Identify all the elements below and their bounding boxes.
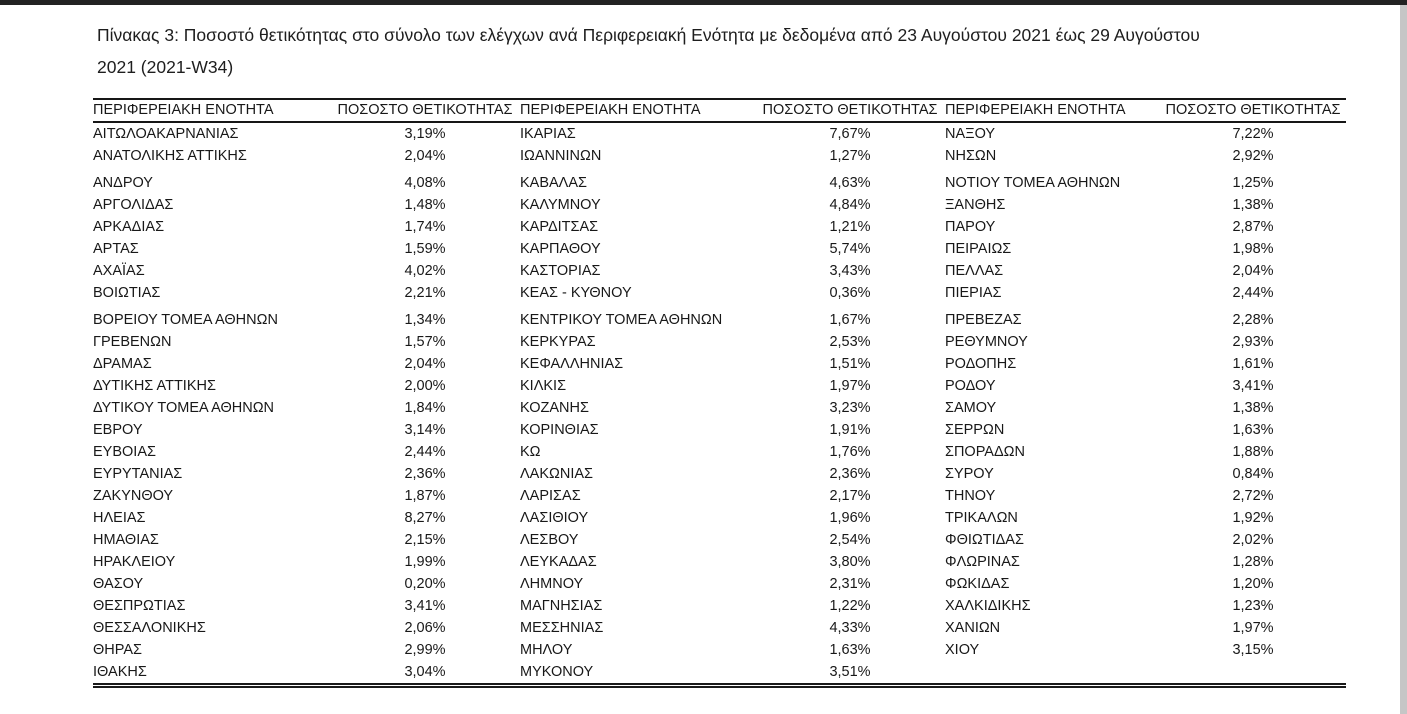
table-row xyxy=(93,617,1346,639)
region-name-cell: ΘΑΣΟΥ xyxy=(93,575,144,592)
table-row xyxy=(93,304,1346,331)
region-name-cell: ΣΥΡΟΥ xyxy=(945,465,994,482)
region-name-cell: ΗΛΕΙΑΣ xyxy=(93,509,146,526)
region-name-cell: ΒΟΡΕΙΟΥ ΤΟΜΕΑ ΑΘΗΝΩΝ xyxy=(93,311,278,328)
region-name-cell: ΡΕΘΥΜΝΟΥ xyxy=(945,333,1028,350)
table-row xyxy=(93,397,1346,419)
table-row xyxy=(93,419,1346,441)
region-name-cell: ΜΥΚΟΝΟΥ xyxy=(520,661,755,686)
region-name-cell: ΧΙΟΥ xyxy=(945,641,980,658)
region-name-cell: ΑΝΑΤΟΛΙΚΗΣ ΑΤΤΙΚΗΣ xyxy=(93,147,247,164)
positivity-rate-cell: 0,20% xyxy=(404,575,446,592)
table-row xyxy=(93,331,1346,353)
positivity-rate-cell: 1,92% xyxy=(1232,509,1274,526)
region-name-cell: ΤΗΝΟΥ xyxy=(945,487,996,504)
region-name-cell: ΒΟΙΩΤΙΑΣ xyxy=(93,284,161,301)
positivity-rate-cell: 1,48% xyxy=(404,196,446,213)
table-row xyxy=(93,216,1346,238)
table-row xyxy=(93,485,1346,507)
table-row xyxy=(93,529,1346,551)
region-name-cell: ΡΟΔΟΠΗΣ xyxy=(945,355,1017,372)
table-body xyxy=(93,122,1346,686)
region-name-cell: ΜΕΣΣΗΝΙΑΣ xyxy=(520,619,604,636)
region-name-cell: ΛΕΣΒΟΥ xyxy=(520,531,579,548)
region-name-cell: ΧΑΛΚΙΔΙΚΗΣ xyxy=(945,597,1031,614)
region-name-cell: ΑΙΤΩΛΟΑΚΑΡΝΑΝΙΑΣ xyxy=(93,125,239,142)
region-name-cell: ΚΕΦΑΛΛΗΝΙΑΣ xyxy=(520,355,624,372)
region-name-cell: ΜΗΛΟΥ xyxy=(520,641,573,658)
positivity-rate-cell: 3,80% xyxy=(829,553,871,570)
region-name-cell: ΝΗΣΩΝ xyxy=(945,147,997,164)
positivity-rate-cell: 1,76% xyxy=(829,443,871,460)
positivity-rate-cell: 1,87% xyxy=(404,487,446,504)
positivity-rate-cell: 1,91% xyxy=(829,421,871,438)
positivity-rate-cell: 7,22% xyxy=(1232,125,1274,142)
positivity-rate-cell: 1,74% xyxy=(404,218,446,235)
positivity-rate-cell: 1,63% xyxy=(829,641,871,658)
region-name-cell: ΡΟΔΟΥ xyxy=(945,377,996,394)
positivity-rate-cell: 2,15% xyxy=(404,531,446,548)
positivity-rate-cell: 1,63% xyxy=(1232,421,1274,438)
positivity-rate-cell: 2,72% xyxy=(1232,487,1274,504)
region-name-cell: ΙΩΑΝΝΙΝΩΝ xyxy=(520,147,602,164)
rate-header-1: ΠΟΣΟΣΤΟ ΘΕΤΙΚΟΤΗΤΑΣ xyxy=(330,99,520,122)
region-name-cell: ΑΝΔΡΟΥ xyxy=(93,174,153,191)
positivity-rate-cell: 5,74% xyxy=(829,240,871,257)
positivity-rate-cell: 2,53% xyxy=(829,333,871,350)
region-name-cell: ΘΗΡΑΣ xyxy=(93,641,142,658)
table-row xyxy=(93,639,1346,661)
positivity-rate-cell: 8,27% xyxy=(404,509,446,526)
positivity-rate-cell: 1,59% xyxy=(404,240,446,257)
positivity-rate-cell: 2,04% xyxy=(404,355,446,372)
region-name-cell: ΖΑΚΥΝΘΟΥ xyxy=(93,487,174,504)
region-name-cell: ΚΟΖΑΝΗΣ xyxy=(520,399,589,416)
region-name-cell: ΠΡΕΒΕΖΑΣ xyxy=(945,311,1022,328)
positivity-rate-cell: 2,36% xyxy=(404,465,446,482)
table-row xyxy=(93,145,1346,167)
region-name-cell: ΚΑΛΥΜΝΟΥ xyxy=(520,196,601,213)
positivity-rate-cell: 7,67% xyxy=(829,125,871,142)
scrollbar-track[interactable] xyxy=(1400,5,1407,714)
table-row xyxy=(93,260,1346,282)
region-name-cell: ΤΡΙΚΑΛΩΝ xyxy=(945,509,1018,526)
region-name-cell: ΣΠΟΡΑΔΩΝ xyxy=(945,443,1025,460)
positivity-rate-cell: 1,38% xyxy=(1232,399,1274,416)
region-header-3: ΠΕΡΙΦΕΡΕΙΑΚΗ ΕΝΟΤΗΤΑ xyxy=(945,99,1160,122)
region-name-cell: ΚΑΡΠΑΘΟΥ xyxy=(520,240,601,257)
region-name-cell: ΠΕΛΛΑΣ xyxy=(945,262,1004,279)
positivity-rate-cell: 1,67% xyxy=(829,311,871,328)
region-name-cell: ΝΟΤΙΟΥ ΤΟΜΕΑ ΑΘΗΝΩΝ xyxy=(945,174,1121,191)
region-name-cell: ΑΡΚΑΔΙΑΣ xyxy=(93,218,165,235)
positivity-rate-cell: 2,02% xyxy=(1232,531,1274,548)
positivity-rate-cell: 3,19% xyxy=(404,125,446,142)
positivity-rate-cell: 1,28% xyxy=(1232,553,1274,570)
table-row xyxy=(93,375,1346,397)
region-name-cell xyxy=(945,661,1160,686)
positivity-rate-cell: 2,04% xyxy=(404,147,446,164)
positivity-rate-cell: 1,84% xyxy=(404,399,446,416)
region-name-cell: ΚΩ xyxy=(520,443,541,460)
region-name-cell: ΦΩΚΙΔΑΣ xyxy=(945,575,1010,592)
region-name-cell: ΛΑΣΙΘΙΟΥ xyxy=(520,509,589,526)
region-name-cell: ΞΑΝΘΗΣ xyxy=(945,196,1006,213)
region-name-cell: ΛΗΜΝΟΥ xyxy=(520,575,584,592)
region-name-cell: ΚΕΑΣ - ΚΥΘΝΟΥ xyxy=(520,284,632,301)
positivity-rate-cell: 4,33% xyxy=(829,619,871,636)
positivity-rate-cell: 4,84% xyxy=(829,196,871,213)
positivity-rate-cell: 1,88% xyxy=(1232,443,1274,460)
region-name-cell: ΗΜΑΘΙΑΣ xyxy=(93,531,159,548)
positivity-rate-cell: 2,99% xyxy=(404,641,446,658)
region-name-cell: ΦΛΩΡΙΝΑΣ xyxy=(945,553,1020,570)
region-name-cell: ΙΚΑΡΙΑΣ xyxy=(520,125,576,142)
positivity-rate-cell xyxy=(1160,661,1346,686)
positivity-rate-cell: 3,51% xyxy=(755,661,945,686)
positivity-rate-cell: 3,23% xyxy=(829,399,871,416)
positivity-rate-cell: 1,25% xyxy=(1232,174,1274,191)
region-name-cell: ΕΒΡΟΥ xyxy=(93,421,143,438)
positivity-rate-cell: 1,51% xyxy=(829,355,871,372)
table-row xyxy=(93,595,1346,617)
table-row xyxy=(93,551,1346,573)
region-name-cell: ΣΕΡΡΩΝ xyxy=(945,421,1005,438)
positivity-rate-cell: 2,00% xyxy=(404,377,446,394)
region-name-cell: ΕΥΡΥΤΑΝΙΑΣ xyxy=(93,465,183,482)
table-row xyxy=(93,661,1346,686)
positivity-rate-cell: 1,34% xyxy=(404,311,446,328)
region-name-cell: ΠΑΡΟΥ xyxy=(945,218,996,235)
positivity-rate-cell: 3,04% xyxy=(330,661,520,686)
region-name-cell: ΦΘΙΩΤΙΔΑΣ xyxy=(945,531,1024,548)
table-row xyxy=(93,441,1346,463)
positivity-rate-cell: 1,27% xyxy=(829,147,871,164)
table-row xyxy=(93,507,1346,529)
positivity-rate-cell: 1,21% xyxy=(829,218,871,235)
region-name-cell: ΑΧΑΪΑΣ xyxy=(93,262,145,279)
positivity-rate-cell: 4,02% xyxy=(404,262,446,279)
region-name-cell: ΚΑΒΑΛΑΣ xyxy=(520,174,588,191)
region-name-cell: ΔΥΤΙΚΟΥ ΤΟΜΕΑ ΑΘΗΝΩΝ xyxy=(93,399,275,416)
positivity-rate-cell: 1,98% xyxy=(1232,240,1274,257)
positivity-rate-cell: 0,84% xyxy=(1232,465,1274,482)
region-name-cell: ΑΡΤΑΣ xyxy=(93,240,139,257)
table-row xyxy=(93,282,1346,304)
positivity-rate-cell: 1,97% xyxy=(829,377,871,394)
positivity-rate-cell: 2,54% xyxy=(829,531,871,548)
region-name-cell: ΛΑΡΙΣΑΣ xyxy=(520,487,581,504)
positivity-rate-cell: 4,08% xyxy=(404,174,446,191)
region-name-cell: ΜΑΓΝΗΣΙΑΣ xyxy=(520,597,603,614)
region-name-cell: ΛΑΚΩΝΙΑΣ xyxy=(520,465,594,482)
region-name-cell: ΚΙΛΚΙΣ xyxy=(520,377,567,394)
table-row xyxy=(93,573,1346,595)
positivity-rate-cell: 2,44% xyxy=(1232,284,1274,301)
positivity-rate-cell: 1,61% xyxy=(1232,355,1274,372)
region-name-cell: ΧΑΝΙΩΝ xyxy=(945,619,1001,636)
region-header-2: ΠΕΡΙΦΕΡΕΙΑΚΗ ΕΝΟΤΗΤΑ xyxy=(520,99,755,122)
table-header-row xyxy=(93,99,1346,122)
positivity-rate-cell: 1,57% xyxy=(404,333,446,350)
positivity-rate-cell: 2,28% xyxy=(1232,311,1274,328)
table-row xyxy=(93,167,1346,194)
positivity-rate-cell: 2,17% xyxy=(829,487,871,504)
positivity-rate-cell: 1,96% xyxy=(829,509,871,526)
region-name-cell: ΕΥΒΟΙΑΣ xyxy=(93,443,156,460)
table-row xyxy=(93,194,1346,216)
table-row xyxy=(93,353,1346,375)
table-row xyxy=(93,122,1346,145)
positivity-rate-cell: 3,43% xyxy=(829,262,871,279)
positivity-table xyxy=(93,98,1346,688)
region-name-cell: ΚΕΡΚΥΡΑΣ xyxy=(520,333,596,350)
positivity-rate-cell: 1,20% xyxy=(1232,575,1274,592)
positivity-rate-cell: 2,04% xyxy=(1232,262,1274,279)
positivity-rate-cell: 2,21% xyxy=(404,284,446,301)
positivity-rate-cell: 2,87% xyxy=(1232,218,1274,235)
positivity-rate-cell: 3,41% xyxy=(404,597,446,614)
region-name-cell: ΚΟΡΙΝΘΙΑΣ xyxy=(520,421,599,438)
caption-line-2: 2021 (2021-W34) xyxy=(97,57,234,77)
positivity-rate-cell: 2,06% xyxy=(404,619,446,636)
positivity-rate-cell: 2,36% xyxy=(829,465,871,482)
positivity-rate-cell: 1,22% xyxy=(829,597,871,614)
region-name-cell: ΚΑΡΔΙΤΣΑΣ xyxy=(520,218,599,235)
positivity-rate-cell: 0,36% xyxy=(829,284,871,301)
region-name-cell: ΝΑΞΟΥ xyxy=(945,125,996,142)
table-row xyxy=(93,463,1346,485)
rate-header-3: ΠΟΣΟΣΤΟ ΘΕΤΙΚΟΤΗΤΑΣ xyxy=(1160,99,1346,122)
region-name-cell: ΔΥΤΙΚΗΣ ΑΤΤΙΚΗΣ xyxy=(93,377,216,394)
positivity-rate-cell: 1,97% xyxy=(1232,619,1274,636)
region-name-cell: ΘΕΣΠΡΩΤΙΑΣ xyxy=(93,597,186,614)
region-name-cell: ΚΑΣΤΟΡΙΑΣ xyxy=(520,262,601,279)
region-name-cell: ΠΙΕΡΙΑΣ xyxy=(945,284,1002,301)
region-name-cell: ΙΘΑΚΗΣ xyxy=(93,661,330,686)
region-name-cell: ΚΕΝΤΡΙΚΟΥ ΤΟΜΕΑ ΑΘΗΝΩΝ xyxy=(520,311,723,328)
positivity-rate-cell: 3,14% xyxy=(404,421,446,438)
positivity-rate-cell: 3,41% xyxy=(1232,377,1274,394)
positivity-rate-cell: 1,38% xyxy=(1232,196,1274,213)
table-row xyxy=(93,238,1346,260)
region-name-cell: ΛΕΥΚΑΔΑΣ xyxy=(520,553,597,570)
region-name-cell: ΣΑΜΟΥ xyxy=(945,399,997,416)
positivity-rate-cell: 3,15% xyxy=(1232,641,1274,658)
positivity-rate-cell: 2,93% xyxy=(1232,333,1274,350)
positivity-rate-cell: 1,23% xyxy=(1232,597,1274,614)
rate-header-2: ΠΟΣΟΣΤΟ ΘΕΤΙΚΟΤΗΤΑΣ xyxy=(755,99,945,122)
region-name-cell: ΓΡΕΒΕΝΩΝ xyxy=(93,333,172,350)
caption-line-1: Πίνακας 3: Ποσοστό θετικότητας στο σύνολο των ελέγχων ανά Περιφερειακή Ενότητα με δεδομένα από 23 Αυγούστου 2021 έως 29 Αυγούστου xyxy=(97,25,1200,45)
positivity-rate-cell: 1,99% xyxy=(404,553,446,570)
positivity-rate-cell: 2,92% xyxy=(1232,147,1274,164)
region-header-1: ΠΕΡΙΦΕΡΕΙΑΚΗ ΕΝΟΤΗΤΑ xyxy=(93,99,330,122)
region-name-cell: ΠΕΙΡΑΙΩΣ xyxy=(945,240,1012,257)
positivity-rate-cell: 4,63% xyxy=(829,174,871,191)
table-caption xyxy=(97,19,1350,83)
region-name-cell: ΗΡΑΚΛΕΙΟΥ xyxy=(93,553,176,570)
positivity-rate-cell: 2,31% xyxy=(829,575,871,592)
positivity-rate-cell: 2,44% xyxy=(404,443,446,460)
region-name-cell: ΔΡΑΜΑΣ xyxy=(93,355,152,372)
region-name-cell: ΘΕΣΣΑΛΟΝΙΚΗΣ xyxy=(93,619,206,636)
region-name-cell: ΑΡΓΟΛΙΔΑΣ xyxy=(93,196,174,213)
